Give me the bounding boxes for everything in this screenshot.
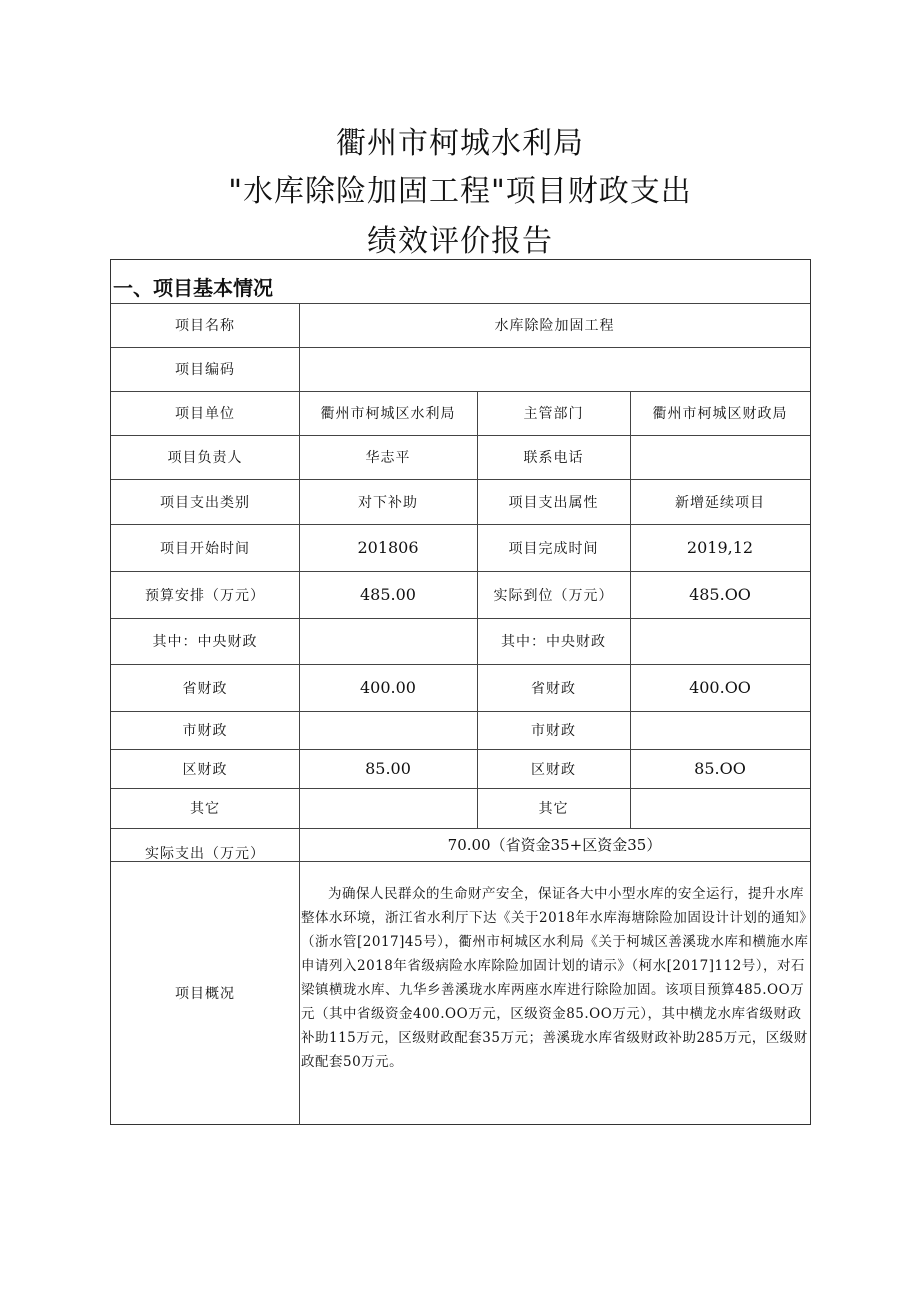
district-finance-label-right: 区财政 xyxy=(531,761,576,778)
district-finance-value-left: 85.00 xyxy=(365,759,411,778)
project-info-table xyxy=(110,259,811,1125)
category-label: 项目支出类别 xyxy=(160,494,250,511)
project-code-label: 项目编码 xyxy=(175,362,235,378)
project-name-value: 水库除险加固工程 xyxy=(494,318,615,334)
end-time-label: 项目完成时间 xyxy=(508,540,599,557)
phone-value xyxy=(630,435,810,479)
report-title-line1: 衢州市柯城水利局 xyxy=(336,126,584,161)
leader-label: 项目负责人 xyxy=(167,450,243,466)
central-finance-value-left xyxy=(299,618,477,664)
dept-value: 衢州市柯城区财政局 xyxy=(652,406,788,422)
attribute-value: 新增延续项目 xyxy=(675,494,765,511)
actual-funds-label: 实际到位（万元） xyxy=(493,587,614,604)
district-finance-value-right: 85.OO xyxy=(694,759,746,778)
project-unit-value: 衢州市柯城区水利局 xyxy=(320,406,456,422)
section-heading-basic-info: 一、项目基本情况 xyxy=(113,276,273,300)
category-value: 对下补助 xyxy=(358,494,418,511)
project-unit-label: 项目单位 xyxy=(175,406,235,422)
central-finance-label-right: 其中：中央财政 xyxy=(501,634,606,650)
end-time-value: 2019,12 xyxy=(686,538,754,557)
report-title-line2: "水库除险加固工程"项目财政支出 xyxy=(228,174,692,209)
actual-spending-label: 实际支出（万元） xyxy=(145,846,265,862)
other-finance-label-left: 其它 xyxy=(190,801,220,817)
budget-value: 485.00 xyxy=(360,585,416,604)
city-finance-value-right xyxy=(630,711,810,749)
other-finance-value-right xyxy=(630,788,810,828)
central-finance-label-left: 其中：中央财政 xyxy=(152,634,258,650)
city-finance-label-right: 市财政 xyxy=(531,723,576,739)
province-finance-value-left: 400.00 xyxy=(360,678,416,697)
dept-label: 主管部门 xyxy=(523,406,584,422)
other-finance-label-right: 其它 xyxy=(538,801,569,817)
report-title-line3: 绩效评价报告 xyxy=(367,224,553,259)
phone-label: 联系电话 xyxy=(523,450,584,466)
start-time-label: 项目开始时间 xyxy=(160,540,250,557)
city-finance-value-left xyxy=(299,711,477,749)
actual-funds-value: 485.OO xyxy=(689,585,751,604)
budget-label: 预算安排（万元） xyxy=(145,587,265,604)
overview-text: 为确保人民群众的生命财产安全，保证各大中小型水库的安全运行，提升水库整体水环境，浙江省水利厅下达《关于2018年水库海塘除险加固设计计划的通知》（浙水管[2017]45号），衢州市柯城区水利局《关于柯城区善溪珑水库和横施水库申请列入2018年省级病险水库除险加固计划的请示》（柯水[2017]112号），对石梁镇横珑水库、九华乡善溪珑水库两座水库进行除险加固。该项目预算485.OO万元（其中省级资金400.OO万元，区级资金85.OO万元），其中横龙水库省级财政补助115万元，区级财政配套35万元；善溪珑水库省级财政补助285万元，区级财政配套50万元。 xyxy=(301,886,809,1070)
attribute-label: 项目支出属性 xyxy=(508,494,599,511)
project-name-label: 项目名称 xyxy=(175,318,235,334)
city-finance-label-left: 市财政 xyxy=(182,723,228,739)
overview-label: 项目概况 xyxy=(175,986,235,1002)
province-finance-value-right: 400.OO xyxy=(689,678,751,697)
project-code-value xyxy=(299,347,810,391)
central-finance-value-right xyxy=(630,618,810,664)
province-finance-label-right: 省财政 xyxy=(531,680,576,697)
leader-value: 华志平 xyxy=(365,450,411,466)
start-time-value: 201806 xyxy=(357,538,419,557)
district-finance-label-left: 区财政 xyxy=(182,761,228,778)
actual-spending-value: 70.00（省资金35+区资金35） xyxy=(447,836,662,854)
other-finance-value-left xyxy=(299,788,477,828)
province-finance-label-left: 省财政 xyxy=(182,680,228,697)
